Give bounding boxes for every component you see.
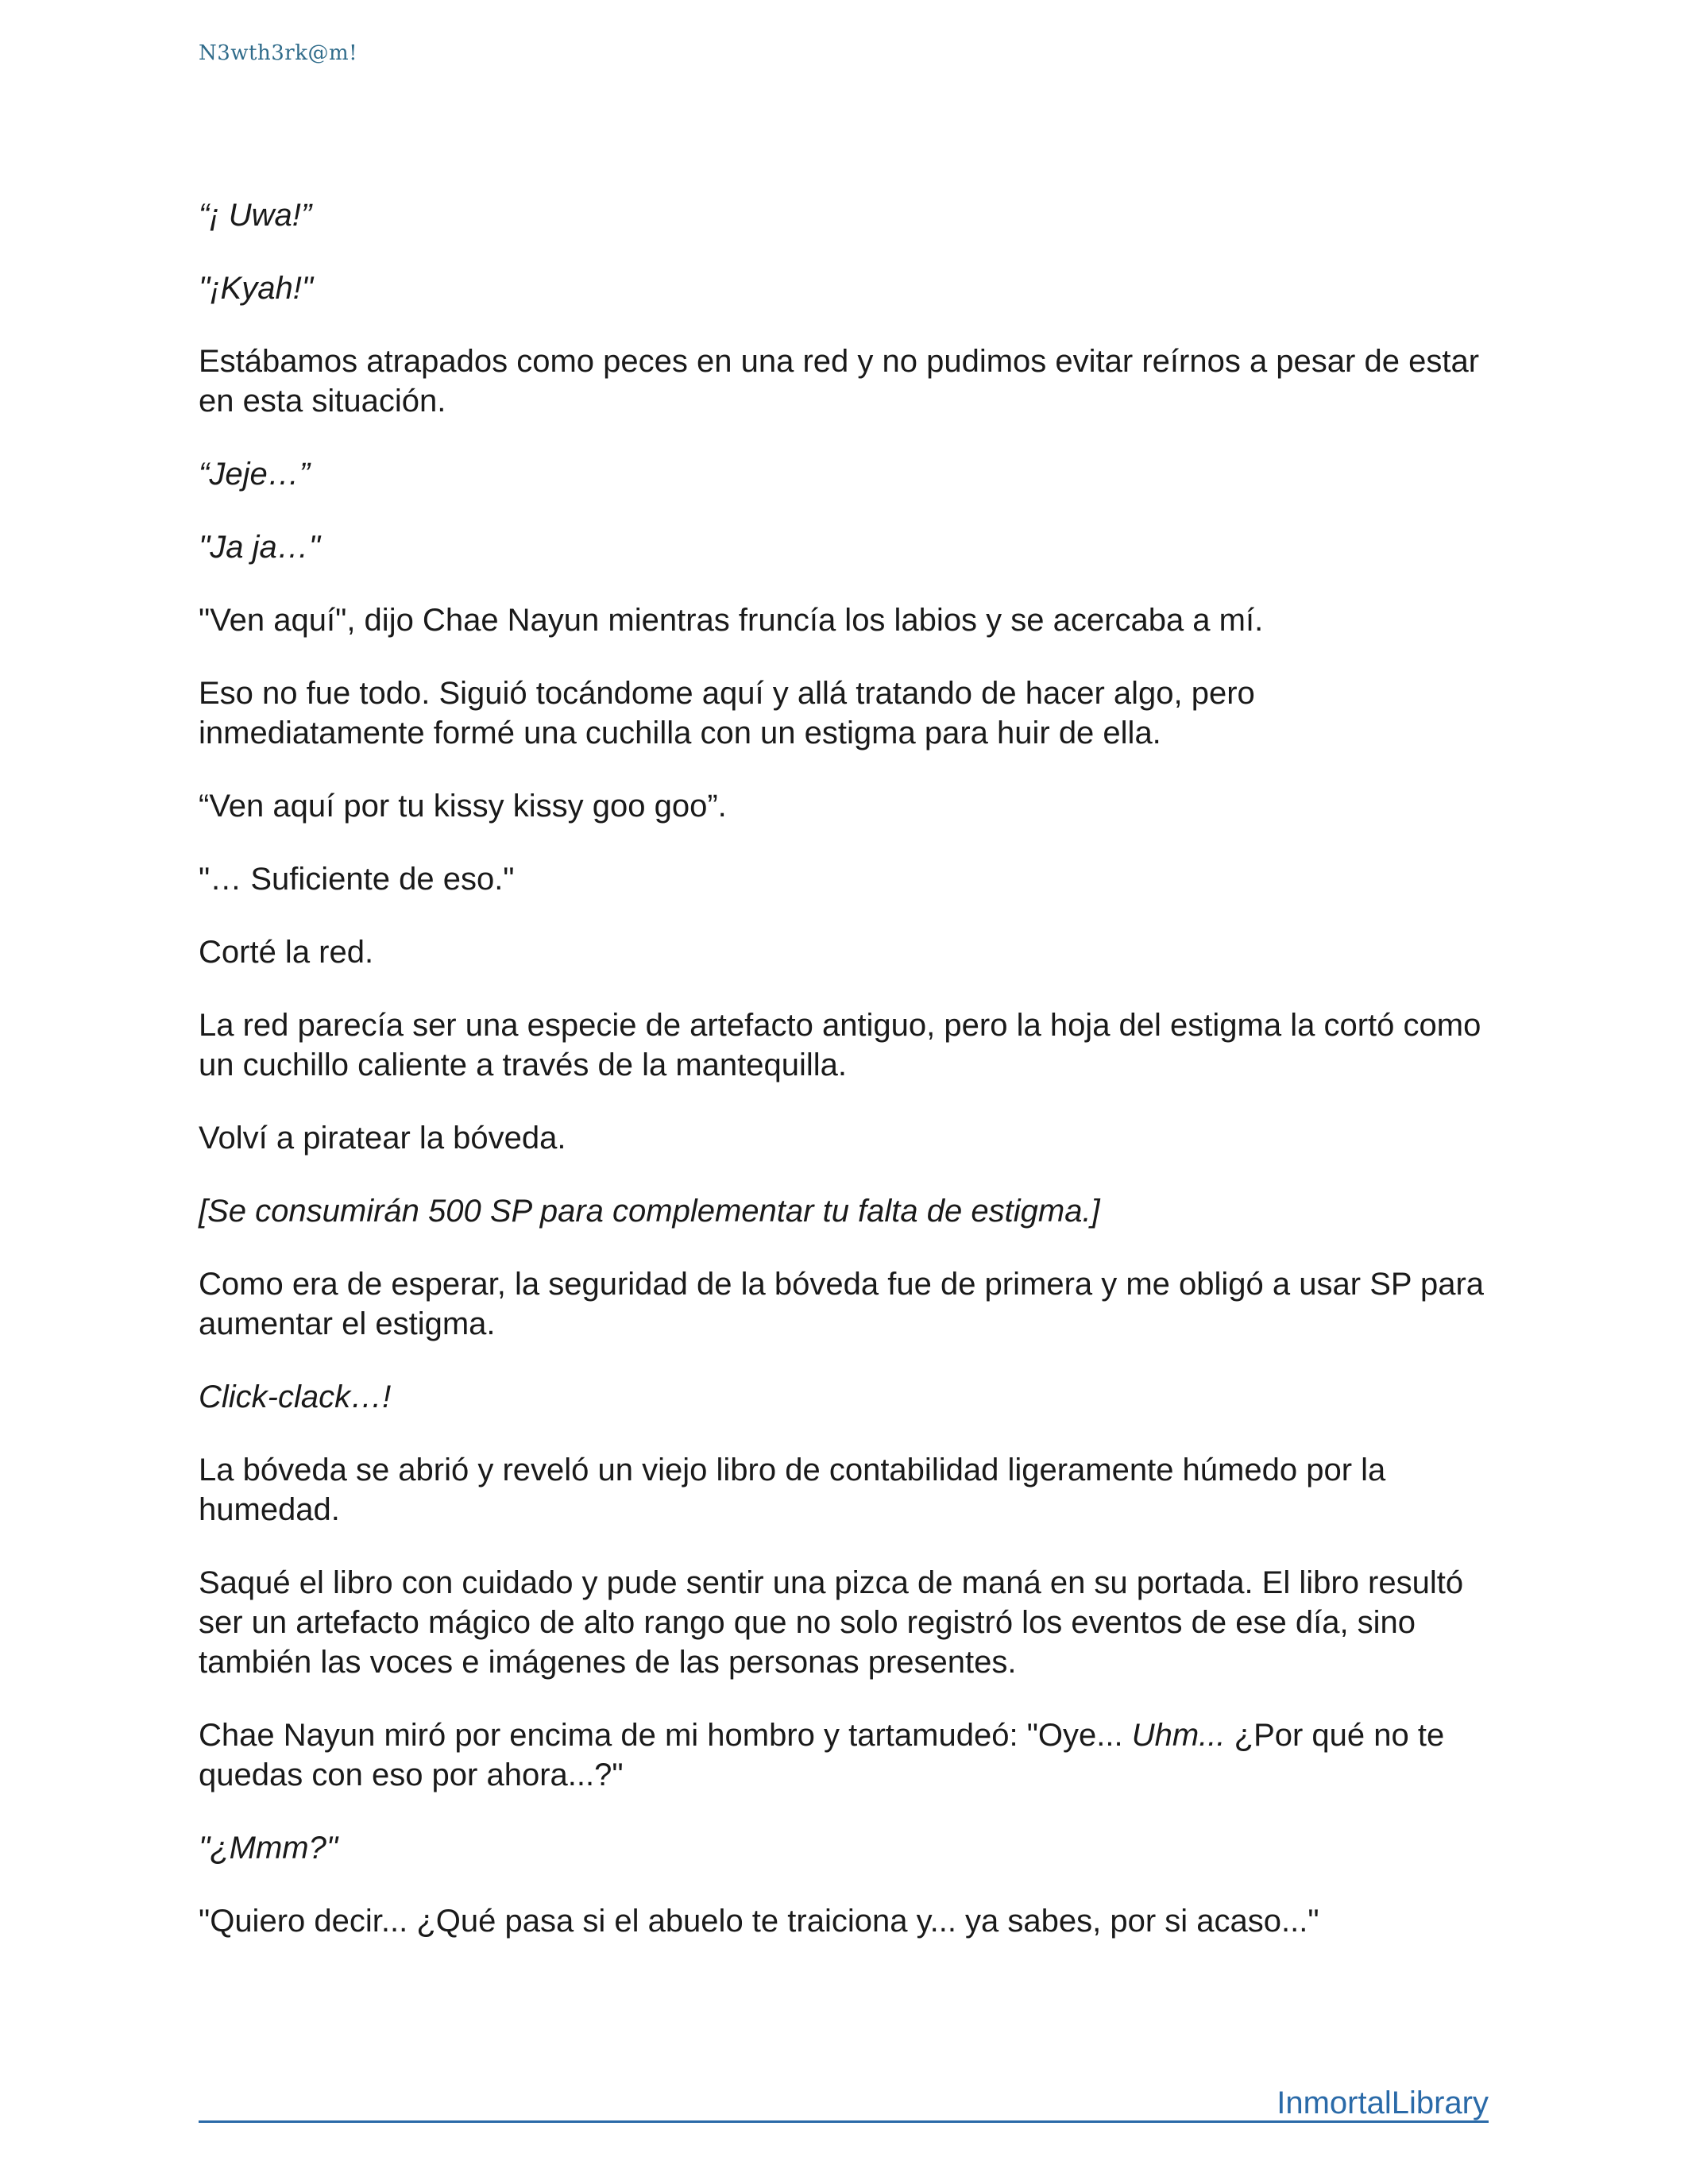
paragraph: Saqué el libro con cuidado y pude sentir una pizca de maná en su portada. El libro resultó ser un artefacto mágico de alto rango que no solo registró los eventos de ese día, sino también las voces e imágenes de las personas presentes.: [199, 1565, 1464, 1680]
paragraph: Como era de esperar, la seguridad de la bóveda fue de primera y me obligó a usar SP para aumentar el estigma.: [199, 1267, 1485, 1341]
paragraph: [Se consumirán 500 SP para complementar tu falta de estigma.]: [199, 1194, 1100, 1229]
paragraph: "¿Mmm?": [199, 1831, 338, 1866]
paragraph: La bóveda se abrió y reveló un viejo libro de contabilidad ligeramente húmedo por la humedad.: [199, 1453, 1386, 1527]
footer-link[interactable]: InmortalLibrary: [1277, 2086, 1489, 2120]
paragraph: Estábamos atrapados como peces en una red y no pudimos evitar reírnos a pesar de estar en esta situación.: [199, 344, 1480, 419]
paragraph: "Ja ja…": [199, 530, 320, 565]
paragraph-segment: ¿Por qué no te quedas con eso por ahora...?": [199, 1718, 1445, 1792]
paragraph-segment-italic: Uhm...: [1131, 1718, 1226, 1753]
paragraph: “Ven aquí por tu kissy kissy goo goo”.: [199, 789, 727, 824]
paragraph: Eso no fue todo. Siguió tocándome aquí y allá tratando de hacer algo, pero inmediatamente formé una cuchilla con un estigma para huir de ella.: [199, 676, 1255, 751]
paragraph: Click-clack…!: [199, 1379, 392, 1414]
paragraph: La red parecía ser una especie de artefacto antiguo, pero la hoja del estigma la cortó como un cuchillo caliente a través de la mantequilla.: [199, 1008, 1481, 1082]
paragraph: Volví a piratear la bóveda.: [199, 1121, 566, 1156]
paragraph: Corté la red.: [199, 935, 374, 970]
paragraph: “Jeje…”: [199, 457, 311, 492]
paragraph: "Ven aquí", dijo Chae Nayun mientras fruncía los labios y se acercaba a mí.: [199, 603, 1264, 638]
paragraph: "¡Kyah!": [199, 271, 314, 306]
paragraph: "… Suficiente de eso.": [199, 862, 515, 897]
paragraph: "Quiero decir... ¿Qué pasa si el abuelo te traiciona y... ya sabes, por si acaso...": [199, 1904, 1319, 1939]
paragraph-mixed: [199, 1715, 1485, 1795]
paragraph-segment: Chae Nayun miró por encima de mi hombro y tartamudeó: "Oye...: [199, 1718, 1132, 1753]
document-body: [199, 195, 1485, 1974]
paragraph: “¡ Uwa!”: [199, 198, 312, 233]
page-watermark: N3wth3rk@m!: [199, 41, 358, 65]
